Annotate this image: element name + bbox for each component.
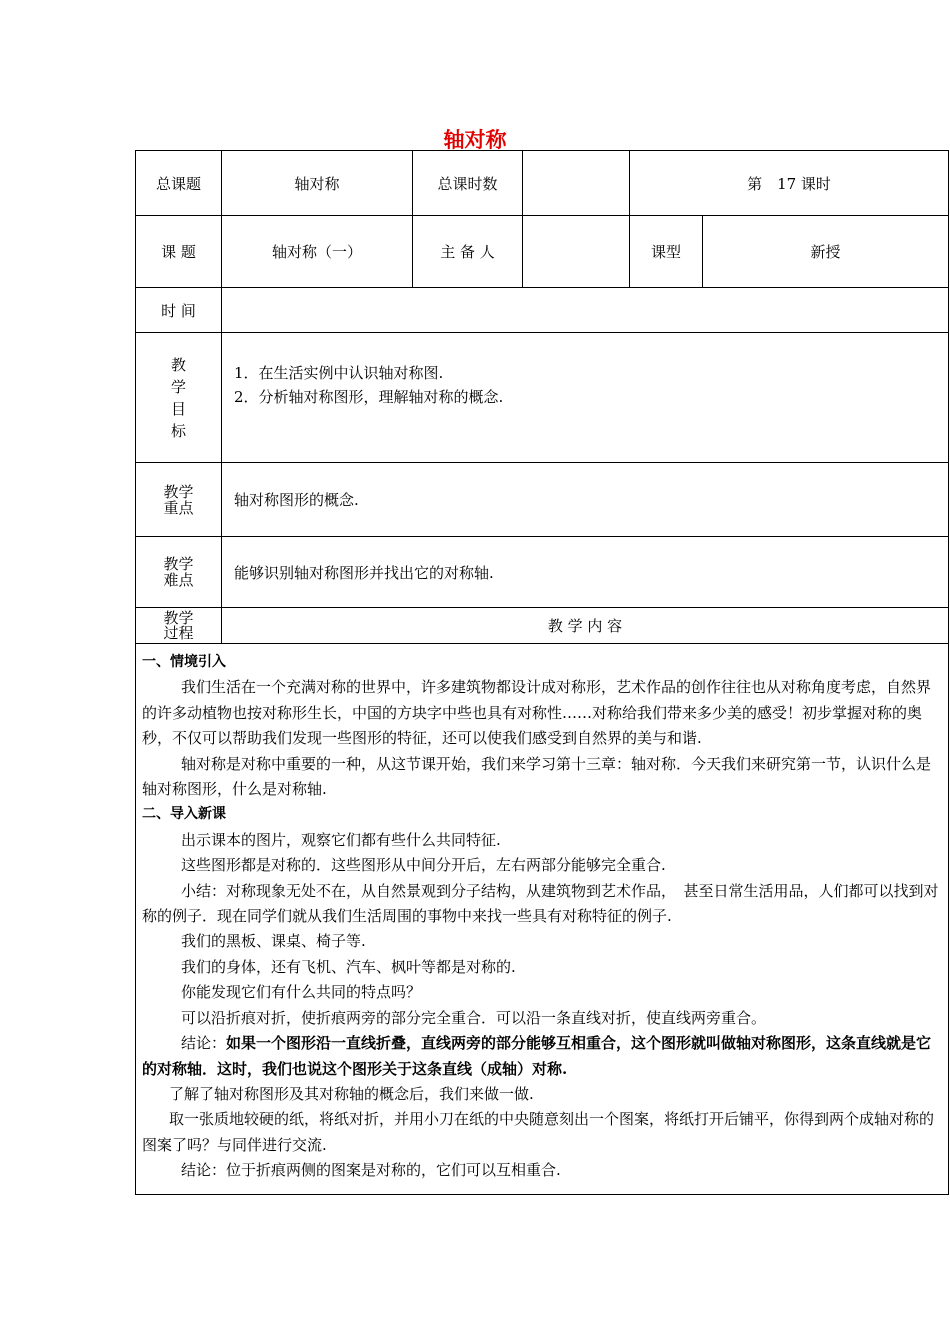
- row-process-header: [136, 608, 949, 644]
- paragraph: 这些图形都是对称的．这些图形从中间分开后，左右两部分能够完全重合.: [181, 856, 666, 875]
- section-title: 二、导入新课: [142, 806, 226, 823]
- key-point-text: 轴对称图形的概念.: [222, 463, 949, 537]
- goals-label-char: 教: [170, 355, 186, 374]
- goals-label-char: 目: [170, 399, 186, 418]
- difficulty-label-line: 教学: [163, 555, 194, 573]
- goals-label: [136, 333, 222, 463]
- page-title: 轴对称: [443, 128, 507, 152]
- section-title: 一、情境引入: [142, 654, 226, 670]
- row-content: [136, 644, 949, 1195]
- goals-label-char: 学: [170, 377, 186, 396]
- lesson-content: [136, 644, 949, 1195]
- conclusion-lead: 结论：: [181, 1034, 227, 1053]
- row-key-point: [136, 463, 949, 537]
- row-difficulty: [136, 537, 949, 608]
- topic-value: 轴对称: [222, 151, 413, 216]
- row-time: [136, 288, 949, 333]
- key-point-label: [136, 463, 222, 537]
- preparer-label: 主 备 人: [413, 216, 523, 288]
- conclusion-definition: 如果一个图形沿一直线折叠，直线两旁的部分能够互相重合，这个图形就叫做轴对称图形，这条直线就是它的对称轴．这时，我们也说这个图形关于这条直线（成轴）对称.: [142, 1034, 932, 1078]
- topic-label: 总课题: [136, 151, 222, 216]
- paragraph: 结论：位于折痕两侧的图案是对称的，它们可以互相重合.: [181, 1161, 561, 1180]
- paragraph: 取一张质地较硬的纸，将纸对折，并用小刀在纸的中央随意刻出一个图案，将纸打开后铺平，你得到两个成轴对称的图案了吗？与同伴进行交流.: [142, 1110, 935, 1154]
- paragraph: 我们生活在一个充满对称的世界中，许多建筑物都设计成对称形，艺术作品的创作往往也从对称角度考虑，自然界的许多动植物也按对称形生长，中国的方块字中些也具有对称性……对称给我们带来多少美的感受！初步掌握对称的奥秒，不仅可以帮助我们发现一些图形的特征，还可以使我们感受到自然界的美与和谐.: [142, 678, 932, 748]
- row-goals: [136, 333, 949, 463]
- preparer-value: [523, 216, 630, 288]
- key-point-label-line: 教学: [163, 482, 194, 501]
- paragraph: 轴对称是对称中重要的一种，从这节课开始，我们来学习第十三章：轴对称．今天我们来研究第一节，认识什么是轴对称图形，什么是对称轴.: [142, 754, 932, 799]
- time-value: [222, 288, 949, 333]
- difficulty-label-line: 难点: [163, 571, 194, 589]
- type-label: 课型: [630, 216, 703, 288]
- goals-content: [222, 333, 949, 463]
- content-header: 教 学 内 容: [222, 608, 949, 644]
- lesson-plan-table: [135, 150, 949, 1195]
- paragraph: 我们的黑板、课桌、椅子等.: [181, 932, 366, 951]
- lesson-label: 课 题: [136, 216, 222, 288]
- paragraph: 小结：对称现象无处不在，从自然景观到分子结构，从建筑物到艺术作品， 甚至日常生活用品，人们都可以找到对称的例子．现在同学们就从我们生活周围的事物中来找一些具有对称特征的例子.: [142, 881, 939, 926]
- type-value: 新授: [703, 216, 949, 288]
- row-lesson: [136, 216, 949, 288]
- time-label: 时 间: [136, 288, 222, 333]
- process-label-line: 教学: [163, 608, 194, 627]
- total-hours-label: 总课时数: [413, 151, 523, 216]
- goal-item: 1．在生活实例中认识轴对称图.: [234, 364, 444, 382]
- total-hours-value: [523, 151, 630, 216]
- lesson-value: 轴对称（一）: [222, 216, 413, 288]
- paragraph: 我们的身体，还有飞机、汽车、枫叶等都是对称的.: [181, 957, 516, 976]
- difficulty-label: [136, 537, 222, 608]
- paragraph: 出示课本的图片，观察它们都有些什么共同特征.: [181, 830, 501, 849]
- conclusion-paragraph: [142, 1031, 940, 1082]
- paragraph: 你能发现它们有什么共同的特点吗？: [181, 983, 422, 1002]
- key-point-label-line: 重点: [163, 498, 194, 517]
- process-label-line: 过程: [163, 623, 194, 642]
- goal-item: 2．分析轴对称图形，理解轴对称的概念.: [234, 388, 504, 406]
- row-topic: [136, 151, 949, 216]
- goals-label-char: 标: [170, 421, 186, 440]
- difficulty-text: 能够识别轴对称图形并找出它的对称轴.: [222, 537, 949, 608]
- paragraph: 了解了轴对称图形及其对称轴的概念后，我们来做一做.: [169, 1084, 534, 1103]
- lesson-number: 第 17 课时: [630, 151, 949, 216]
- process-label: [136, 608, 222, 644]
- paragraph: 可以沿折痕对折，使折痕两旁的部分完全重合．可以沿一条直线对折，使直线两旁重合。: [181, 1008, 767, 1027]
